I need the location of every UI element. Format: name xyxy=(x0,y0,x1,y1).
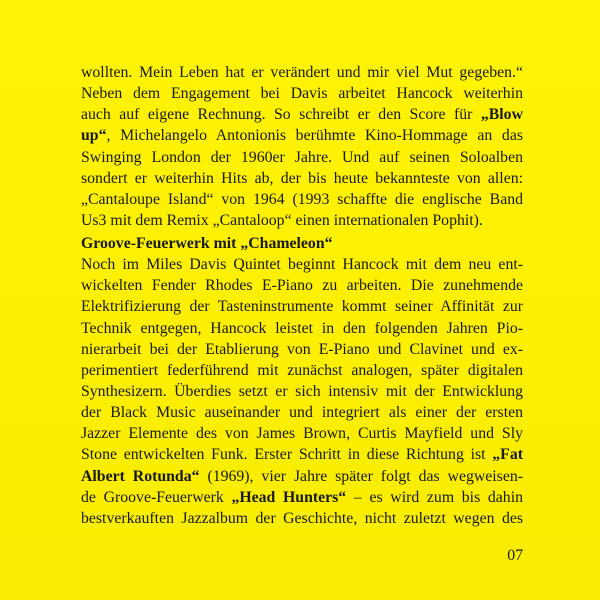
album-title-head-hunters: „Head Hunters“ xyxy=(231,488,347,506)
text-line: bestverkauften Jazzalbum der Geschichte, nicht zuletzt wegen des xyxy=(81,509,523,527)
text-fragment: auch auf eigene Rechnung. So schreibt er den Score für xyxy=(81,106,473,124)
text-fragment: Stone entwickelten Funk. Erster Schritt in diese Richtung ist xyxy=(81,446,486,464)
text-fragment: , Michelangelo Antonionis berühmte Kino-Hommage an das xyxy=(106,127,523,145)
section-heading: Groove-Feuerwerk mit „Chameleon“ xyxy=(81,235,333,252)
text-line: wollten. Mein Leben hat er verändert und mir viel Mut gegeben.“ xyxy=(81,64,523,81)
text-line: der Black Music auseinander und integriert als einer der ersten xyxy=(81,404,523,422)
album-title-fat-albert-rotunda: „Fat xyxy=(492,446,523,464)
text-line: wickelten Fender Rhodes E-Piano zu arbeiten. Die zunehmende xyxy=(81,277,523,295)
text-line: Neben dem Engagement bei Davis arbeitet Hancock weiterhin xyxy=(81,85,523,103)
paragraph-hancock-solo-career xyxy=(81,62,523,231)
text-line: Synthesizern. Überdies setzt er sich intensiv mit der Entwicklung xyxy=(81,382,523,400)
text-line: nierarbeit bei der Etablierung von E-Piano und Clavinet und ex- xyxy=(81,340,523,358)
text-line xyxy=(81,104,523,125)
page-number: 07 xyxy=(507,547,523,564)
text-line: sondert er weiterhin Hits ab, der bis heute bekannteste von allen: xyxy=(81,169,523,187)
text-line: Jazzer Elemente des von James Brown, Curtis Mayfield und Sly xyxy=(81,425,523,443)
text-line: Noch im Miles Davis Quintet beginnt Hancock mit dem neu ent- xyxy=(81,256,523,274)
text-line: perimentiert federführend mit zunächst analogen, später digitalen xyxy=(81,361,523,379)
text-line xyxy=(81,466,523,487)
text-line: Us3 mit dem Remix „Cantaloop“ einen internationalen Pophit). xyxy=(81,211,483,229)
album-title-blow-up-end: up“ xyxy=(81,127,107,145)
text-line xyxy=(81,487,523,508)
text-line xyxy=(81,125,523,146)
album-title-fat-albert-rotunda-end: Albert Rotunda“ xyxy=(81,467,200,485)
text-line: Elektrifizierung der Tasteninstrumente kommt seiner Affinität zur xyxy=(81,298,523,316)
text-fragment: (1969), vier Jahre später folgt das wegweisen- xyxy=(199,467,523,485)
text-line xyxy=(81,444,523,465)
text-fragment: de Groove-Feuerwerk xyxy=(81,488,232,506)
text-fragment: – es wird zum bis dahin xyxy=(346,488,523,506)
text-line: Swinging London der 1960er Jahre. Und auf seinen Soloalben xyxy=(81,148,523,166)
album-title-blow-up: „Blow xyxy=(480,106,523,124)
section-groove-feuerwerk xyxy=(81,233,523,529)
text-line: Technik entgegen, Hancock leistet in den folgenden Jahren Pio- xyxy=(81,319,523,337)
text-line: „Cantaloupe Island“ von 1964 (1993 schaffte die englische Band xyxy=(81,190,523,208)
